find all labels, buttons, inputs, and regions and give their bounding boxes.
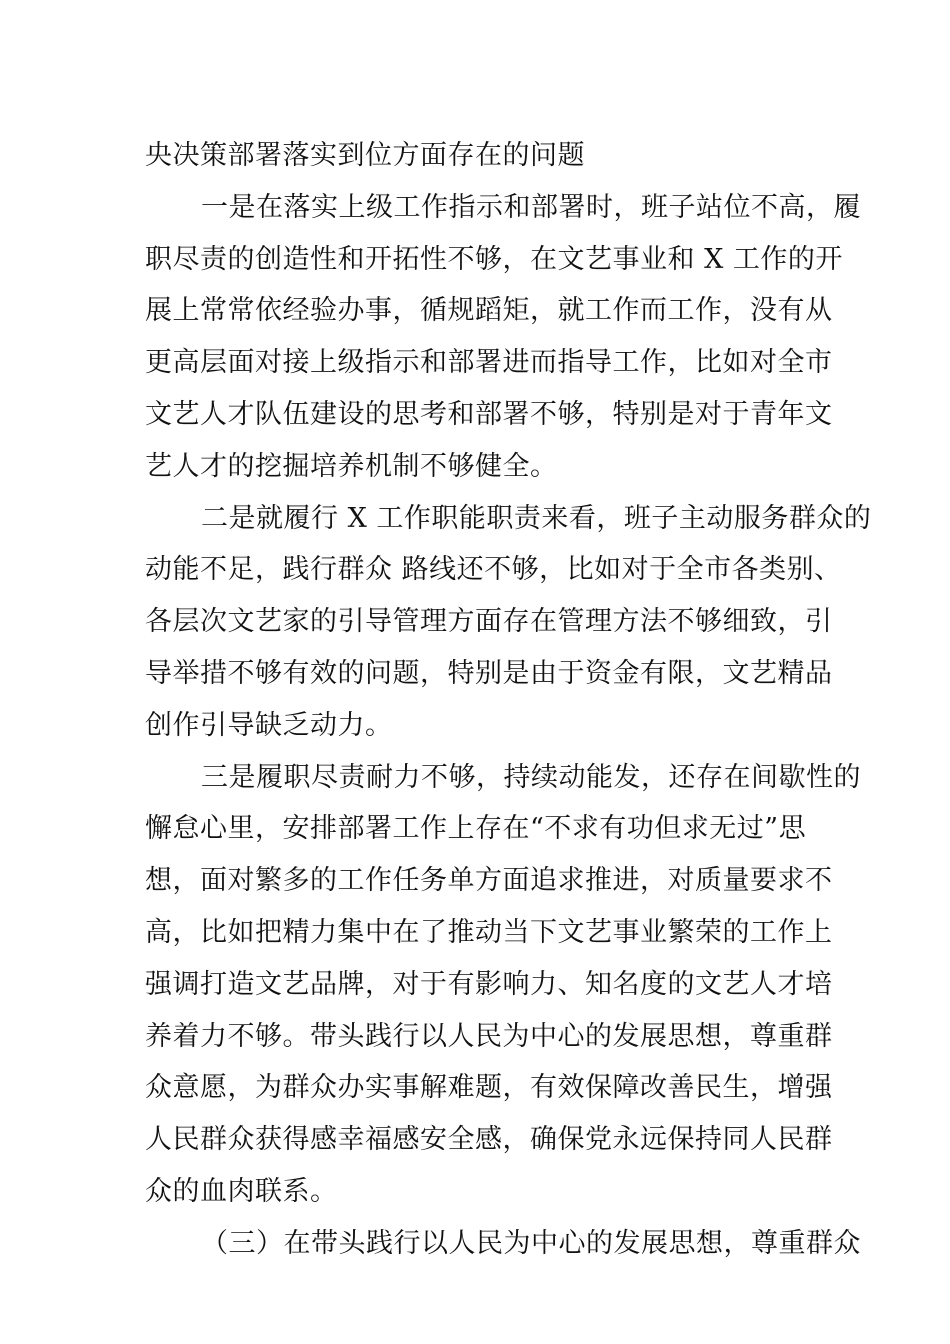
section-heading-line: （三）在带头践行以人民为中心的发展思想，尊重群众 [201,1227,861,1259]
text-line: 导举措不够有效的问题，特别是由于资金有限，文艺精品 [145,657,833,689]
text-line: 高，比如把精力集中在了推动当下文艺事业繁荣的工作上 [145,916,833,948]
text-line: 养着力不够。带头践行以人民为中心的发展思想，尊重群 [145,1020,833,1052]
text-line: 强调打造文艺品牌，对于有影响力、知名度的文艺人才培 [145,968,833,1000]
text-line: 众意愿，为群众办实事解难题，有效保障改善民生，增强 [145,1072,833,1104]
paragraph-start-line: 一是在落实上级工作指示和部署时，班子站位不高，履 [201,191,861,223]
text-line: 央决策部署落实到位方面存在的问题 [145,140,585,171]
text-line: 职尽责的创造性和开拓性不够，在文艺事业和 X 工作的开 [145,243,843,275]
text-line: 懈怠心里，安排部署工作上存在“不求有功但求无过”思 [145,813,807,845]
text-line: 创作引导缺乏动力。 [145,709,393,741]
text-line: 文艺人才队伍建设的思考和部署不够，特别是对于青年文 [145,398,833,430]
text-line: 众的血肉联系。 [145,1175,338,1207]
paragraph-start-line: 二是就履行 X 工作职能职责来看，班子主动服务群众的 [201,502,872,534]
paragraph-start-line: 三是履职尽责耐力不够，持续动能发，还存在间歇性的 [201,761,861,793]
text-line: 想，面对繁多的工作任务单方面追求推进，对质量要求不 [145,865,833,897]
text-line: 人民群众获得感幸福感安全感，确保党永远保持同人民群 [145,1124,833,1156]
text-line: 动能不足，践行群众 路线还不够，比如对于全市各类别、 [145,554,842,586]
text-line: 各层次文艺家的引导管理方面存在管理方法不够细致，引 [145,606,833,638]
text-line: 更高层面对接上级指示和部署进而指导工作，比如对全市 [145,347,833,379]
document-body [145,130,872,1270]
text-line: 展上常常依经验办事，循规蹈矩，就工作而工作，没有从 [145,295,833,327]
text-line: 艺人才的挖掘培养机制不够健全。 [145,450,558,482]
